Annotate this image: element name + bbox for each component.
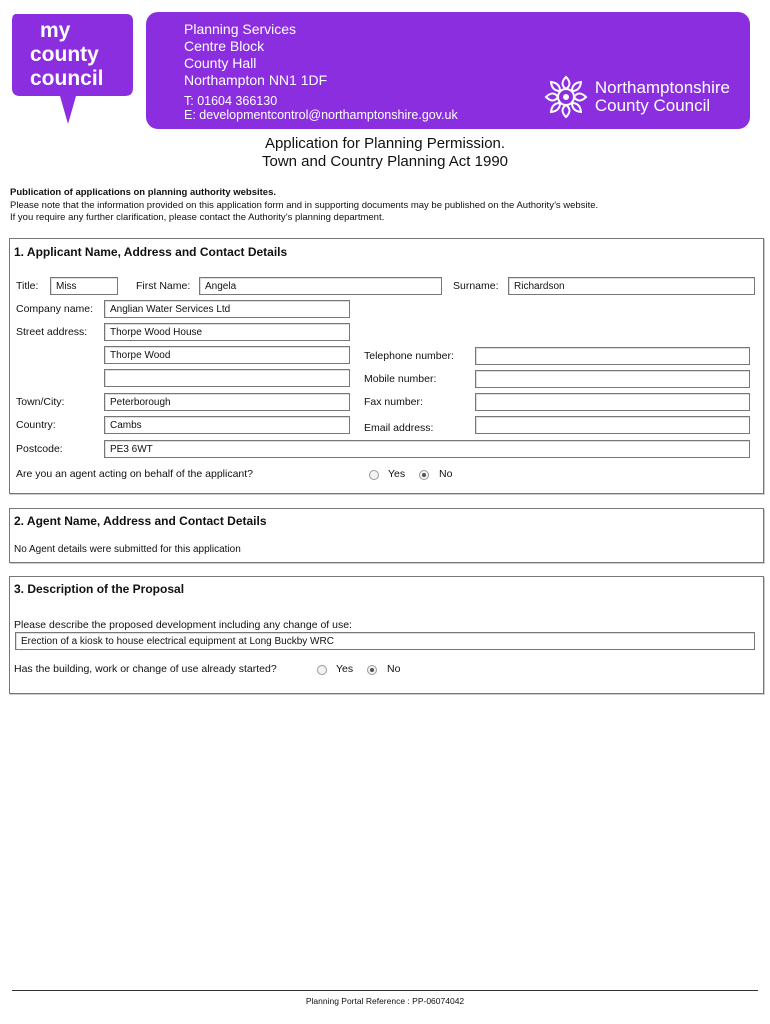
logo-text-county: county — [30, 43, 99, 66]
notice-text: Please note that the information provided on this application form and in supporting documents may be published on the Authority’s website. — [10, 200, 599, 211]
agent-no-radio[interactable] — [419, 470, 429, 480]
street-label: Street address: — [16, 326, 88, 338]
title-field[interactable]: Miss — [50, 277, 118, 295]
company-field[interactable]: Anglian Water Services Ltd — [104, 300, 350, 318]
planning-portal-reference: Planning Portal Reference : PP-06074042 — [305, 996, 465, 1006]
email-label: Email address: — [364, 422, 434, 434]
mobile-label: Mobile number: — [364, 373, 437, 385]
surname-field[interactable]: Richardson — [508, 277, 755, 295]
postcode-label: Postcode: — [16, 443, 63, 455]
form-subtitle: Town and Country Planning Act 1990 — [262, 153, 508, 170]
telephone-label: Telephone number: — [364, 350, 454, 362]
town-field[interactable]: Peterborough — [104, 393, 350, 411]
section-agent — [9, 508, 764, 563]
telephone-field[interactable] — [475, 347, 750, 365]
fax-field[interactable] — [475, 393, 750, 411]
started-no-label: No — [387, 663, 401, 675]
description-prompt: Please describe the proposed development including any change of use: — [14, 619, 352, 631]
street-field-1[interactable]: Thorpe Wood House — [104, 323, 350, 341]
first-name-field[interactable]: Angela — [199, 277, 442, 295]
address-line: County Hall — [184, 55, 257, 71]
section-applicant — [9, 238, 764, 494]
logo-text-my: my — [40, 19, 71, 42]
header-email: E: developmentcontrol@northamptonshire.gov.uk — [184, 108, 458, 122]
country-field[interactable]: Cambs — [104, 416, 350, 434]
postcode-field[interactable]: PE3 6WT — [104, 440, 750, 458]
description-field[interactable]: Erection of a kiosk to house electrical equipment at Long Buckby WRC — [15, 632, 755, 650]
council-name-line: Northamptonshire — [594, 78, 730, 97]
header-banner — [146, 12, 750, 129]
street-field-3[interactable] — [104, 369, 350, 387]
mobile-field[interactable] — [475, 370, 750, 388]
town-label: Town/City: — [16, 396, 65, 408]
agent-yes-label: Yes — [388, 468, 406, 480]
header-telephone: T: 01604 366130 — [184, 94, 278, 108]
address-line: Planning Services — [184, 21, 297, 37]
country-label: Country: — [16, 419, 56, 431]
section-heading: 3. Description of the Proposal — [14, 582, 185, 596]
section-heading: 1. Applicant Name, Address and Contact Details — [14, 245, 288, 259]
rose-emblem-icon — [543, 74, 589, 120]
first-name-label: First Name: — [136, 280, 191, 292]
address-line: Centre Block — [184, 38, 265, 54]
address-line: Northampton NN1 1DF — [184, 72, 328, 88]
footer-divider — [12, 990, 758, 991]
started-question: Has the building, work or change of use already started? — [14, 663, 277, 675]
council-name-line: County Council — [594, 96, 711, 115]
street-field-2[interactable]: Thorpe Wood — [104, 346, 350, 364]
section-proposal — [9, 576, 764, 694]
started-no-radio[interactable] — [367, 665, 377, 675]
agent-yes-radio[interactable] — [369, 470, 379, 480]
notice-text: If you require any further clarification, please contact the Authority’s planning department. — [10, 212, 385, 223]
surname-label: Surname: — [453, 280, 499, 292]
northamptonshire-logo — [543, 74, 730, 120]
started-yes-label: Yes — [336, 663, 354, 675]
agent-no-label: No — [439, 468, 453, 480]
section-heading: 2. Agent Name, Address and Contact Details — [14, 514, 267, 528]
form-title: Application for Planning Permission. — [264, 135, 506, 152]
agent-question: Are you an agent acting on behalf of the applicant? — [16, 468, 254, 480]
started-yes-radio[interactable] — [317, 665, 327, 675]
title-label: Title: — [16, 280, 39, 292]
notice-heading: Publication of applications on planning authority websites. — [10, 187, 277, 198]
fax-label: Fax number: — [364, 396, 423, 408]
logo-text-council: council — [30, 67, 104, 90]
no-agent-text: No Agent details were submitted for this application — [14, 544, 241, 555]
email-field[interactable] — [475, 416, 750, 434]
company-label: Company name: — [16, 303, 94, 315]
my-county-council-logo — [10, 12, 135, 127]
